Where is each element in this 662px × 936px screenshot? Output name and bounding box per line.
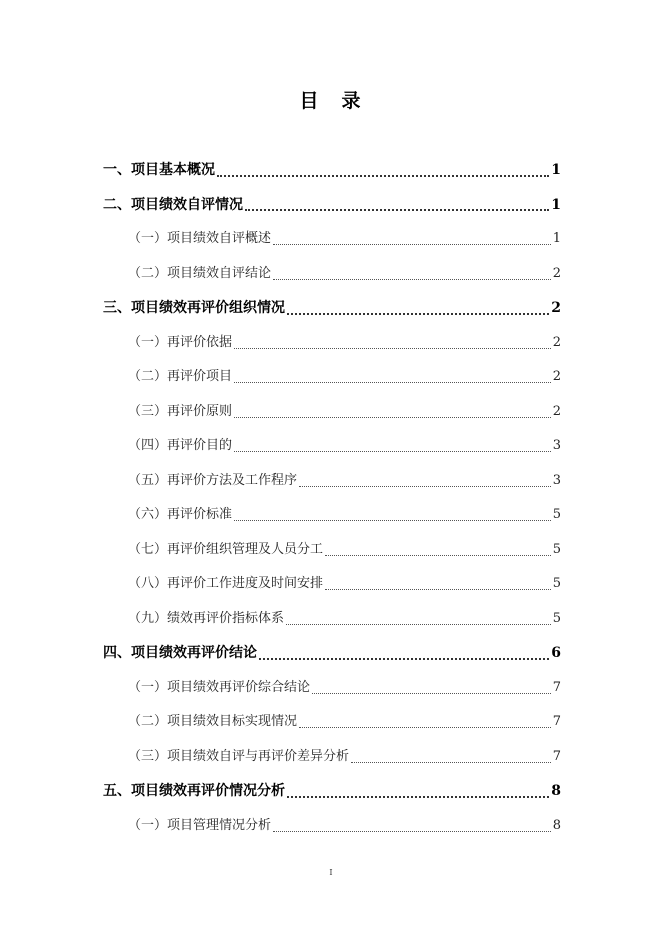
toc-entry-page-number: 7 bbox=[552, 679, 561, 695]
toc-entry-page-number: 2 bbox=[552, 265, 561, 281]
toc-entry-text: 二、项目绩效自评情况 bbox=[103, 196, 243, 213]
toc-dot-leader bbox=[287, 795, 549, 798]
toc-entry-page-number: 2 bbox=[552, 369, 561, 384]
toc-subsection-entry[interactable] bbox=[103, 464, 561, 499]
toc-entry-text: 五、项目绩效再评价情况分析 bbox=[103, 783, 285, 799]
toc-dot-leader bbox=[299, 485, 551, 487]
toc-dot-leader bbox=[312, 692, 551, 694]
toc-subsection-entry[interactable] bbox=[103, 257, 561, 292]
toc-subsection-entry[interactable] bbox=[103, 705, 561, 740]
toc-dot-leader bbox=[287, 312, 549, 315]
toc-entry-text: （四）再评价目的 bbox=[128, 438, 233, 453]
toc-dot-leader bbox=[245, 208, 549, 211]
toc-entry-text: （五）再评价方法及工作程序 bbox=[128, 472, 298, 488]
toc-subsection-entry[interactable] bbox=[103, 809, 561, 844]
toc-dot-leader bbox=[217, 174, 549, 177]
toc-entry-page-number: 8 bbox=[552, 817, 561, 833]
toc-entry-text: （一）项目绩效自评概述 bbox=[128, 231, 272, 246]
toc-dot-leader bbox=[273, 830, 551, 832]
toc-entry-text: （六）再评价标准 bbox=[128, 507, 233, 522]
toc-entry-page-number: 5 bbox=[552, 507, 561, 522]
toc-section-entry[interactable] bbox=[103, 153, 561, 188]
toc-dot-leader bbox=[351, 761, 551, 763]
toc-entry-page-number: 5 bbox=[552, 576, 561, 591]
toc-dot-leader bbox=[286, 623, 551, 625]
toc-entry-page-number: 2 bbox=[552, 334, 561, 350]
toc-entry-page-number: 3 bbox=[552, 438, 561, 453]
toc-entry-text: （三）项目绩效自评与再评价差异分析 bbox=[128, 748, 350, 764]
toc-section-entry[interactable] bbox=[103, 774, 561, 809]
toc-entry-text: （三）再评价原则 bbox=[128, 403, 233, 419]
toc-dot-leader bbox=[325, 588, 551, 590]
toc-entry-page-number: 2 bbox=[551, 300, 561, 316]
toc-entry-text: （一）项目绩效再评价综合结论 bbox=[128, 679, 311, 695]
toc-subsection-entry[interactable] bbox=[103, 222, 561, 257]
toc-entry-page-number: 6 bbox=[551, 645, 561, 661]
toc-dot-leader bbox=[299, 726, 551, 728]
toc-entry-text: （八）再评价工作进度及时间安排 bbox=[128, 576, 324, 591]
toc-entry-page-number: 3 bbox=[552, 472, 561, 488]
toc-dot-leader bbox=[325, 554, 551, 556]
toc-subsection-entry[interactable] bbox=[103, 602, 561, 637]
toc-subsection-entry[interactable] bbox=[103, 671, 561, 706]
toc-entry-page-number: 1 bbox=[552, 231, 561, 246]
toc-entry-page-number: 7 bbox=[552, 714, 561, 729]
toc-entry-text: 三、项目绩效再评价组织情况 bbox=[103, 300, 285, 316]
toc-section-entry[interactable] bbox=[103, 636, 561, 671]
toc-entry-text: （九）绩效再评价指标体系 bbox=[128, 610, 285, 626]
toc-dot-leader bbox=[234, 381, 551, 383]
toc-dot-leader bbox=[234, 416, 551, 418]
toc-entry-page-number: 5 bbox=[552, 610, 561, 626]
toc-subsection-entry[interactable] bbox=[103, 533, 561, 568]
toc-subsection-entry[interactable] bbox=[103, 740, 561, 775]
toc-dot-leader bbox=[234, 347, 551, 349]
toc-entry-page-number: 1 bbox=[551, 162, 561, 178]
toc-entry-text: （七）再评价组织管理及人员分工 bbox=[128, 541, 324, 557]
toc-dot-leader bbox=[273, 278, 551, 280]
toc-section-entry[interactable] bbox=[103, 291, 561, 326]
toc-subsection-entry[interactable] bbox=[103, 567, 561, 602]
toc-entry-page-number: 1 bbox=[551, 196, 561, 213]
toc-entry-page-number: 2 bbox=[552, 403, 561, 419]
page-title: 目 录 bbox=[299, 90, 363, 112]
toc-entry-text: 一、项目基本概况 bbox=[103, 162, 215, 178]
toc-entry-text: （一）项目管理情况分析 bbox=[128, 817, 272, 833]
toc-subsection-entry[interactable] bbox=[103, 360, 561, 395]
toc-dot-leader bbox=[234, 450, 551, 452]
toc-dot-leader bbox=[259, 657, 549, 660]
toc-entry-text: 四、项目绩效再评价结论 bbox=[103, 645, 257, 661]
toc-entry-page-number: 5 bbox=[552, 541, 561, 557]
toc-dot-leader bbox=[234, 519, 551, 521]
toc-subsection-entry[interactable] bbox=[103, 395, 561, 430]
toc-dot-leader bbox=[273, 243, 551, 245]
toc-entry-text: （二）项目绩效自评结论 bbox=[128, 265, 272, 281]
toc-entry-text: （二）再评价项目 bbox=[128, 369, 233, 384]
toc-section-entry[interactable] bbox=[103, 188, 561, 223]
toc-entry-page-number: 7 bbox=[552, 748, 561, 764]
toc-entry-text: （二）项目绩效目标实现情况 bbox=[128, 714, 298, 729]
toc-subsection-entry[interactable] bbox=[103, 429, 561, 464]
toc-entry-text: （一）再评价依据 bbox=[128, 334, 233, 350]
table-of-contents bbox=[103, 153, 561, 843]
toc-entry-page-number: 8 bbox=[551, 783, 561, 799]
toc-subsection-entry[interactable] bbox=[103, 498, 561, 533]
page-number: I bbox=[329, 868, 333, 877]
toc-subsection-entry[interactable] bbox=[103, 326, 561, 361]
